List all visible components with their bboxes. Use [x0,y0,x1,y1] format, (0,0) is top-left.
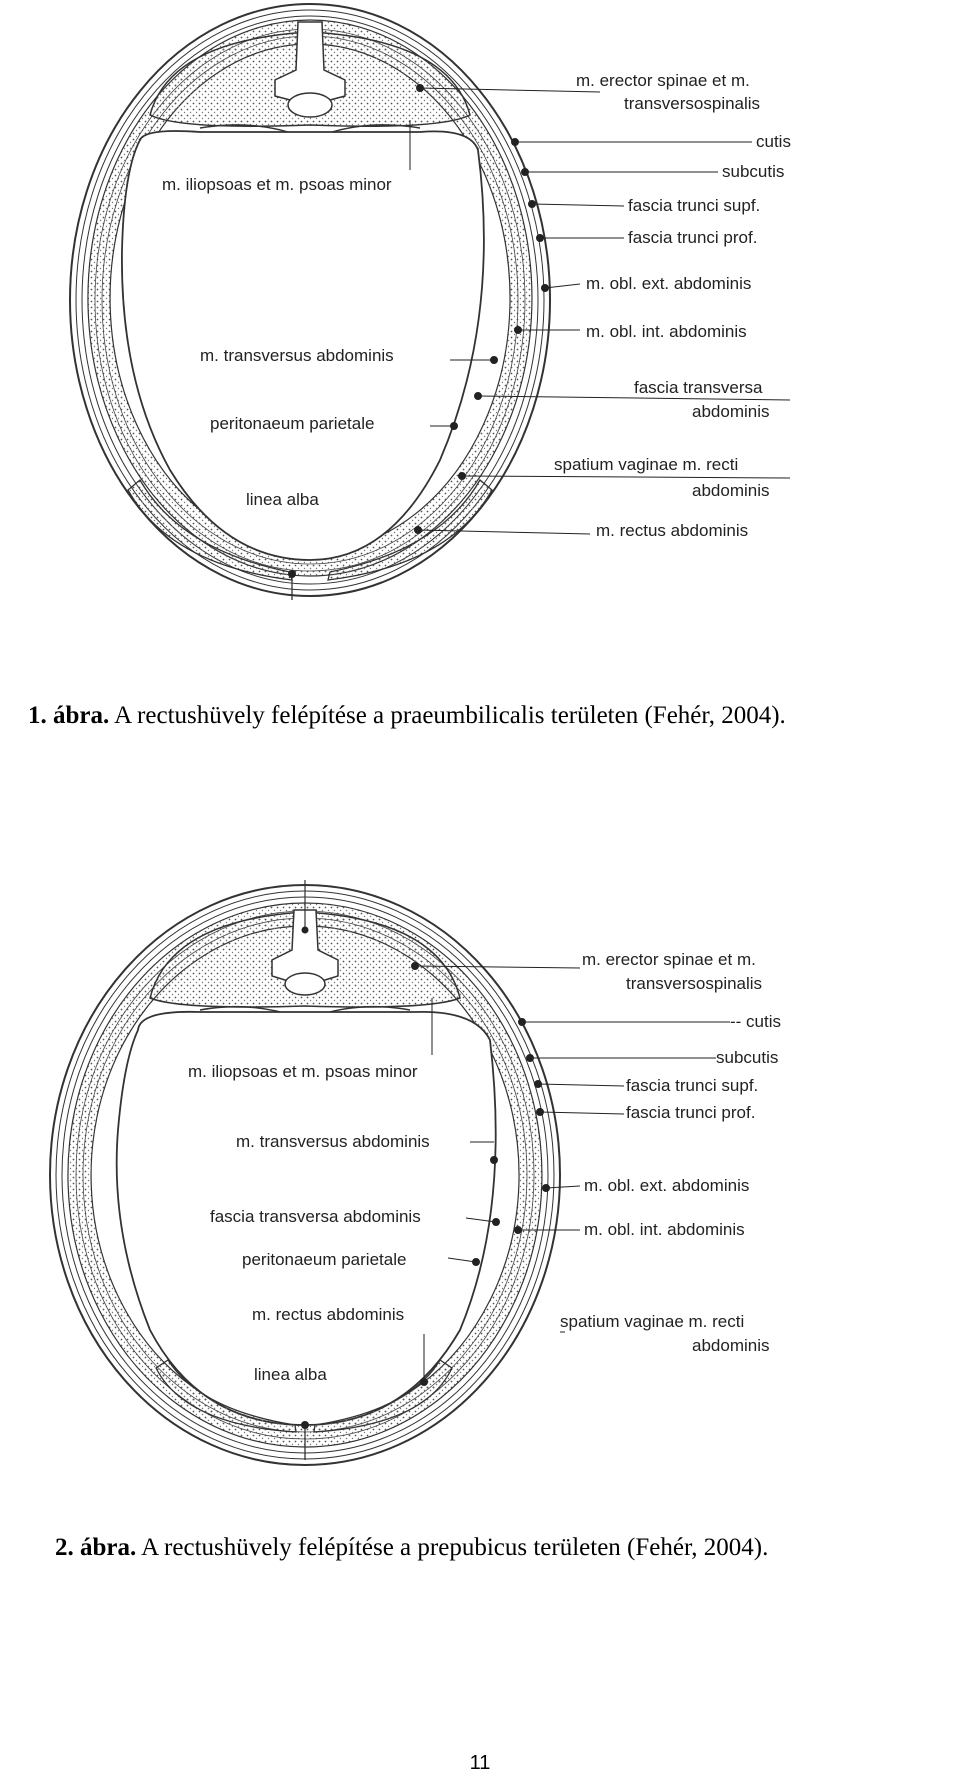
label-fascia-prof: fascia trunci prof. [628,228,758,247]
label-erector-1: m. erector spinae et m. [576,71,750,90]
label-iliopsoas: m. iliopsoas et m. psoas minor [162,175,392,194]
label-spatium-2-2: abdominis [692,1336,770,1355]
label-obl-int-2: m. obl. int. abdominis [584,1220,745,1239]
page-number: 11 [469,1752,491,1774]
figure-1-diagram [0,0,960,620]
label-fascia-transversa-1: fascia transversa [634,378,763,397]
label-erector-2: transversospinalis [624,94,761,113]
label-spatium-1: spatium vaginae m. recti [554,455,739,474]
label-spatium-1-2: spatium vaginae m. recti [560,1312,745,1331]
label-erector-2-2: transversospinalis [626,974,763,993]
label-linea-alba-2: linea alba [254,1365,327,1384]
figure-2-number: 2. ábra. [55,1534,137,1561]
label-spatium-2: abdominis [692,481,770,500]
label-subcutis: subcutis [722,162,785,181]
label-obl-int: m. obl. int. abdominis [586,322,747,341]
figure-2-caption-text: A rectushüvely felépítése a prepubicus területen (Fehér, 2004). [136,1534,769,1561]
figure-1-caption [28,702,786,730]
label-fascia-supf: fascia trunci supf. [628,196,761,215]
label-rectus-2: m. rectus abdominis [252,1305,405,1324]
label-erector-1-2: m. erector spinae et m. [582,950,756,969]
figure-1-number: 1. ábra. [28,702,110,729]
label-fascia-transversa-2b: fascia transversa abdominis [210,1207,421,1226]
figure-2-caption [55,1534,768,1562]
figure-2 [0,870,960,1470]
label-obl-ext-2: m. obl. ext. abdominis [584,1176,750,1195]
label-rectus: m. rectus abdominis [596,521,749,540]
figure-1 [0,0,960,620]
label-fascia-transversa-2: abdominis [692,402,770,421]
label-iliopsoas-2: m. iliopsoas et m. psoas minor [188,1062,418,1081]
label-obl-ext: m. obl. ext. abdominis [586,274,752,293]
label-peritonaeum-2: peritonaeum parietale [242,1250,407,1269]
label-fascia-supf-2: fascia trunci supf. [626,1076,759,1095]
label-subcutis-2: subcutis [716,1048,779,1067]
label-cutis-2: -- cutis [730,1012,781,1031]
label-transversus: m. transversus abdominis [200,346,394,365]
label-cutis: cutis [756,132,791,151]
figure-1-caption-text: A rectushüvely felépítése a praeumbilicalis területen (Fehér, 2004). [109,702,786,729]
label-transversus-2: m. transversus abdominis [236,1132,430,1151]
label-linea-alba: linea alba [246,490,319,509]
label-peritonaeum: peritonaeum parietale [210,414,375,433]
label-fascia-prof-2: fascia trunci prof. [626,1103,756,1122]
figure-2-diagram [0,870,960,1470]
